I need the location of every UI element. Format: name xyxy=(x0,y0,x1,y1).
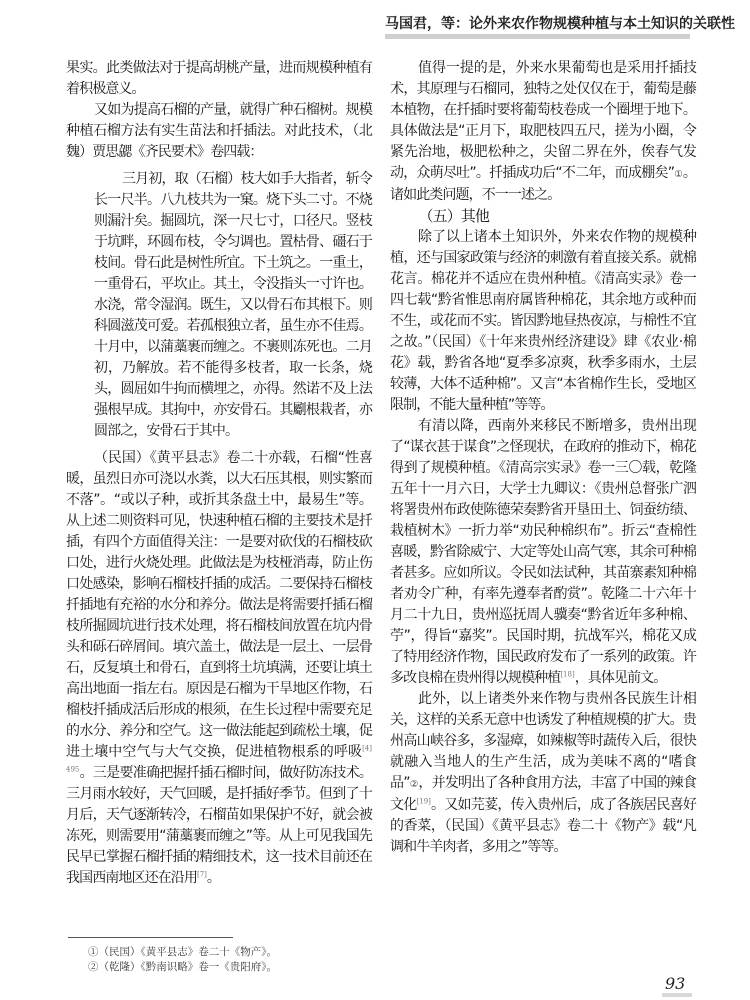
paragraph-text: ，具体见前文。 xyxy=(574,670,667,686)
footnote-divider xyxy=(68,937,233,938)
footnote-marker[interactable]: ② xyxy=(409,779,419,790)
right-column xyxy=(390,58,696,858)
paragraph-text: 。 xyxy=(206,870,221,886)
body-paragraph xyxy=(390,689,696,858)
paragraph-text: 值得一提的是，外来水果葡萄也是采用扦插技术，其原理与石榴同，独特之处仅仅在于，葡萄是藤本植物，在扦插时要将葡萄枝卷成一个圈埋于地下。具体做法是“正月下，取肥枝四五尺，搓为小圈，令紧先治地，极肥松种之，尖留二界在外，俟春气发动，众萌尽吐”。扦插成功后“不二年，而成棚矣” xyxy=(390,60,696,181)
block-quote: 三月初，取（石榴）枝大如手大指者，斩令长一尺半。八九枝共为一窠。烧下头二寸。不烧则漏汁矣。掘圆坑，深一尺七寸，口径尺。竖枝于坑畔，环圆布枝，令匀调也。置枯骨、礓石于枝间。骨石此是树性所宜。下土筑之。一重土，一重骨石，平坎止。其土，令没指头一寸许也。水浇，常令湿润。既生，又以骨石布其根下。则科圆滋茂可爱。若孤根独立者，虽生亦不佳焉。十月中，以蒲藁裹而缠之。不裹则冻死也。二月初，乃解放。若不能得多枝者，取一长条，烧头，圆屈如牛拘而横埋之，亦得。然诺不及上法强根早成。其拘中，亦安骨石。其劚根栽者，亦圆部之，安骨石于其中。 xyxy=(94,171,372,439)
paragraph-text: ，并发明出了各种食用方法，丰富了中国的辣食文化 xyxy=(390,775,697,813)
running-head-title: 马国君，等：论外来农作物规模种植与本土知识的关联性 xyxy=(385,16,735,32)
body-paragraph xyxy=(390,416,696,689)
body-paragraph: 又如为提高石榴的产量，就得广种石榴树。规模种植石榴方法有实生苗法和扦插法。对此技术，（北魏）贾思勰《齐民要术》卷四载： xyxy=(66,102,372,160)
section-heading: （五）其他 xyxy=(418,207,490,225)
paragraph-text: 。三是要准确把握扦插石榴时间，做好防冻技术。三月雨水较好，天气回暖，是扦插好季节。但到了十月后，天气逐渐转冷，石榴苗如果保护不好，就会被冻死，则需要用“蒲藁裹而缠之”等。从上可见我国先民早已掌握石榴扦插的精细技术，这一技术目前还在我国西南地区还在沿用 xyxy=(66,765,372,886)
header-rule xyxy=(385,34,690,39)
citation-ref[interactable]: [19] xyxy=(416,797,431,806)
page-number: 93 xyxy=(665,974,686,993)
paragraph-text: 。诸如此类问题，不一一述之。 xyxy=(390,165,696,203)
citation-ref[interactable]: [18] xyxy=(560,670,575,679)
body-paragraph xyxy=(390,58,696,206)
body-paragraph: 除了以上诸本土知识外，外来农作物的规模种植，还与国家政策与经济的刺激有着直接关系。就棉花言。棉花并不适应在贵州种植。《清高实录》卷一四七载“黔省惟思南府属皆种棉花，其余地方或种而不生，或花而不实。皆因黔地昼热夜凉，与棉性不宜之故。”（民国）《十年来贵州经济建设》肆《农业·棉花》载，黔省各地“夏季多凉爽，秋季多雨水，土层较薄，大体不适种棉”。又言“本省棉作生长，受地区限制，不能大量种植”等等。 xyxy=(390,229,696,413)
body-paragraph: 果实。此类做法对于提高胡桃产量，进而规模种植有着积极意义。 xyxy=(66,60,372,97)
paragraph-text: 。又如芫荽，传入贵州后，成了各族居民喜好的香菜，（民国）《黄平县志》卷二十《物产》载“凡调和牛羊肉者，多用之”等等。 xyxy=(390,797,697,855)
citation-ref[interactable]: [4] 495 xyxy=(66,744,372,774)
footnote-marker[interactable]: ① xyxy=(674,169,683,180)
footnote-item: ①（民国）《黄平县志》卷二十《物产》。 xyxy=(88,946,277,958)
citation-ref[interactable]: [7] xyxy=(197,870,207,879)
paragraph-text: 有清以降，西南外来移民不断增多，贵州出现了“谋衣甚于谋食”之怪现状，在政府的推动下，棉花得到了规模种植。《清高宗实录》卷一三〇载，乾隆五年十一月六日，大学士九卿议：《贵州总督张广泗将署贵州布政使陈德荣奏黔省开垦田土、饲蚕纺绩、栽植树木》一折力举“劝民种棉织布”。折云“查棉性喜暖，黔省除威宁、大定等处山高气寒，其余可种棉者甚多。应如所议。令民如法试种，其苗寨素知种棉者劝令广种，有率先遵奉者酌赏”。乾隆二十六年十月二十九日，贵州巡抚周人骥奏“黔省近年多种棉、苧”，得旨“嘉奖”。民国时期，抗战军兴，棉花又成了特用经济作物，国民政府发布了一系列的政策。许多改良棉在贵州得以规模种植 xyxy=(390,418,696,686)
page-number-underline xyxy=(662,993,692,997)
left-column xyxy=(66,58,372,889)
body-paragraph xyxy=(66,448,372,889)
footnote-item: ②（乾隆）《黔南识略》卷一《贵阳府》。 xyxy=(88,961,277,973)
paragraph-text: （民国）《黄平县志》卷二十亦载，石榴“性喜暖，虽烈日亦可浇以水粪，以大石压其根，则实繁而不落”。“或以子种，或折其条盘土中，最易生”等。从上述二则资料可见，快速种植石榴的主要技术是扦插，有四个方面值得关注：一是要对砍伐的石榴枝砍口处，进行火烧处理。此做法是为枝桠消毒，防止伤口处感染，影响石榴枝扦插的成活。二要保持石榴枝扦插地有充裕的水分和养分。做法是将需要扦插石榴枝所掘圆坑进行技术处理，将石榴枝间放置在坑内骨头和砾石碎屑间。填穴盖土，做法是一层土、一层骨石，反复填土和骨石，直到将土坑填满，还要让填土高出地面一指左右。原因是石榴为干旱地区作物，石榴枝扦插成活后形成的根须，在生长过程中需要充足的水分、养分和空气。这一做法能起到疏松土壤，促进土壤中空气与大气交换，促进植物根系的呼吸 xyxy=(66,450,372,760)
paragraph-text: 此外，以上诸类外来作物与贵州各民族生计相关，这样的关系无意中也诱发了种植规模的扩大。贵州高山峡谷多，多湿瘴，如辣椒等时蔬传入后，很快就融入当地人的生产生活，成为美味不离的“嗜食品” xyxy=(390,691,696,791)
footnotes xyxy=(88,945,277,975)
